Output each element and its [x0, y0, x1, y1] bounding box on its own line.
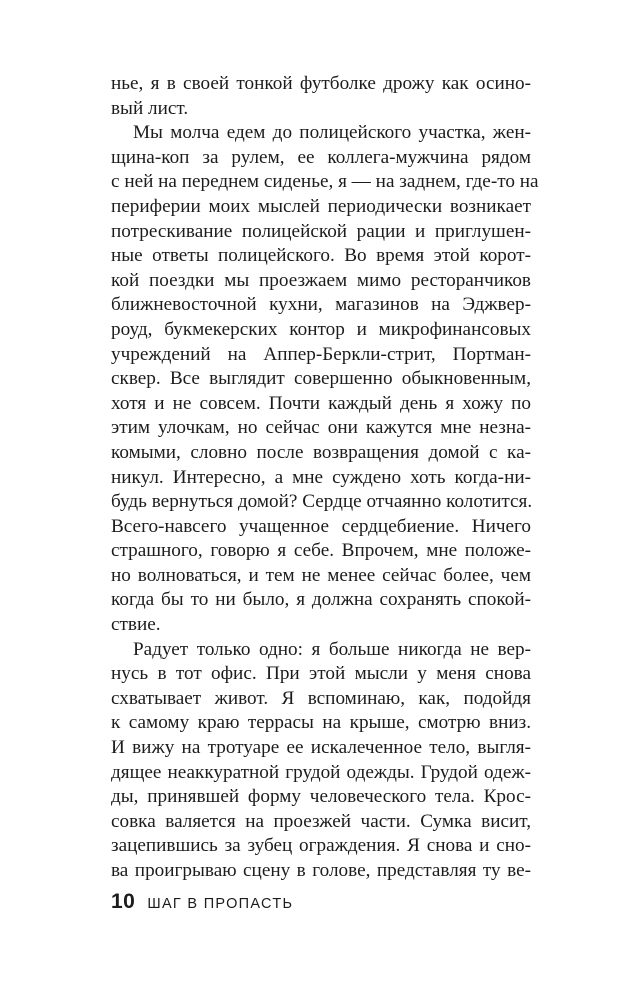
text-line: зацепившись за зубец ограждения. Я снова и сно-	[111, 835, 531, 857]
text-line: ва проигрываю сцену в голове, представляя ту ве-	[111, 860, 531, 881]
body-text	[111, 72, 539, 884]
text-line: схватывает живот. Я вспоминаю, как, подойдя	[111, 687, 531, 709]
paragraph-2	[111, 121, 539, 637]
text-line: никул. Интересно, а мне суждено хоть когда-ни-	[111, 466, 531, 488]
text-line: когда бы то ни было, я должна сохранять спокой-	[111, 589, 531, 611]
page-number: 10	[111, 890, 136, 913]
text-line: дящее неаккуратной грудой одежды. Грудой одеж-	[111, 761, 531, 783]
text-line: ближневосточной кухни, магазинов на Эджвер-	[111, 294, 531, 316]
text-line: Радует только одно: я больше никогда не вер-	[133, 638, 531, 660]
text-line: кой поездки мы проезжаем мимо ресторанчиков	[111, 269, 531, 291]
text-line: к самому краю террасы на крыше, смотрю вниз.	[111, 712, 531, 734]
text-line: но волноваться, и тем не менее сейчас более, чем	[111, 564, 531, 586]
text-line: периферии моих мыслей периодически возникает	[111, 195, 531, 217]
paragraph-1	[111, 72, 531, 121]
text-line: сквер. Все выглядит совершенно обыкновенным,	[111, 368, 531, 390]
text-line: потрескивание полицейской рации и приглушен-	[111, 220, 531, 242]
text-line: учреждений на Аппер-Беркли-стрит, Портман-	[111, 343, 531, 365]
text-line: И вижу на тротуаре ее искалеченное тело, выгля-	[111, 737, 531, 759]
paragraph-3	[111, 638, 531, 884]
text-line: этим улочкам, но сейчас они кажутся мне незна-	[111, 417, 531, 439]
text-line: роуд, букмекерских контор и микрофинансовых	[111, 318, 531, 340]
text-line: страшного, говорю я себе. Впрочем, мне положе-	[111, 540, 531, 562]
page-footer	[111, 890, 293, 916]
text-line: будь вернуться домой? Сердце отчаянно колотится.	[111, 491, 533, 513]
text-line: с ней на переднем сиденье, я — на заднем, где-то на	[111, 171, 539, 193]
text-line: совка валяется на проезжей части. Сумка висит,	[111, 810, 531, 832]
running-title: ШАГ В ПРОПАСТЬ	[147, 896, 294, 912]
text-line: ды, принявшей форму человеческого тела. Крос-	[111, 786, 531, 808]
text-line: ствие.	[111, 614, 161, 636]
text-line: комыми, словно после возвращения домой с ка-	[111, 441, 531, 463]
text-line: Всего-навсего учащенное сердцебиение. Ничего	[111, 515, 531, 537]
text-line: ные ответы полицейского. Во время этой корот-	[111, 245, 531, 267]
text-line: Мы молча едем до полицейского участка, жен-	[133, 122, 531, 144]
text-line: хотя и не совсем. Почти каждый день я хожу по	[111, 392, 531, 414]
text-line: нусь в тот офис. При этой мысли у меня снова	[111, 663, 531, 685]
text-line: нье, я в своей тонкой футболке дрожу как осино-	[111, 73, 531, 94]
text-line: вый лист.	[111, 97, 189, 119]
text-line: щина-коп за рулем, ее коллега-мужчина рядом	[111, 146, 531, 168]
